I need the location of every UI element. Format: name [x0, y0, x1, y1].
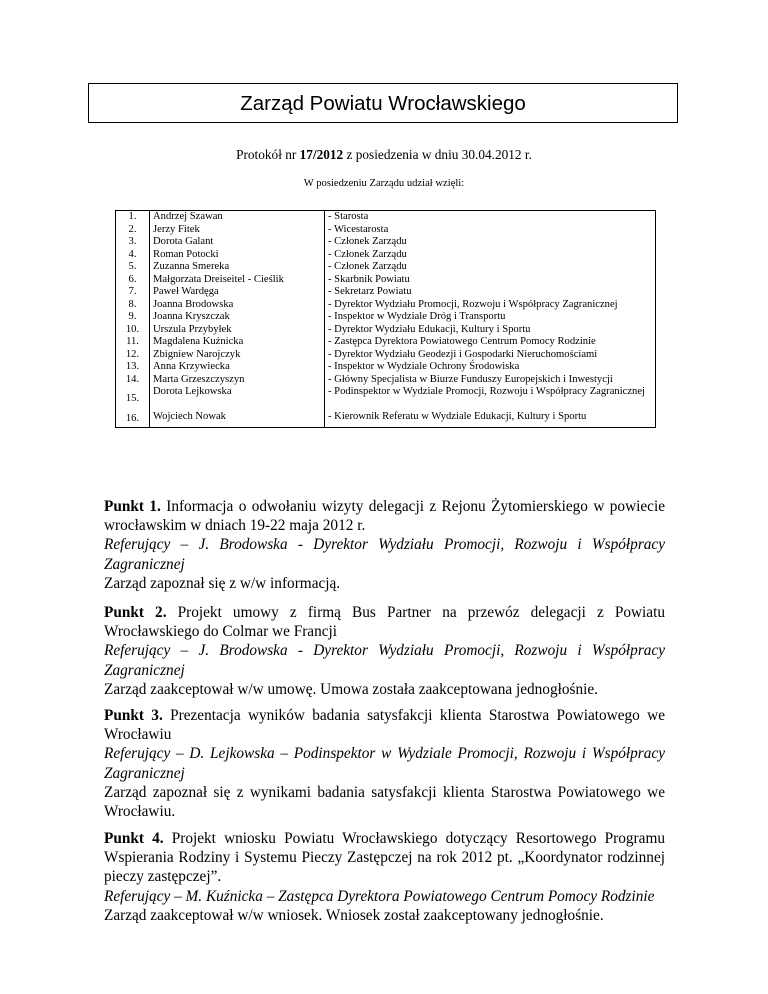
- title-box: [88, 83, 678, 123]
- names-column: [150, 211, 325, 428]
- point-text: Projekt wniosku Powiatu Wrocławskiego dotyczący Resortowego Programu Wspierania Rodziny i Systemu Pieczy Zastępczej na rok 2012 pt. „Koordynator rodzinnej pieczy zastępczej”.: [104, 830, 665, 886]
- member-role: - Skarbnik Powiatu: [328, 273, 410, 285]
- member-number: 9.: [128, 311, 137, 322]
- point-label: Punkt 3.: [104, 707, 163, 724]
- member-name: Dorota Lejkowska: [153, 386, 232, 397]
- member-number: 3.: [128, 236, 137, 247]
- member-number: 7.: [128, 286, 137, 297]
- member-role: - Członek Zarządu: [328, 248, 407, 260]
- roles-column: [325, 211, 656, 428]
- point-referent: Referujący – M. Kuźnicka – Zastępca Dyrektora Powiatowego Centrum Pomocy Rodzinie: [104, 887, 655, 905]
- member-role: - Wicestarosta: [328, 223, 389, 235]
- point-decision: Zarząd zaakceptował w/w wniosek. Wniosek został zaakceptowany jednogłośnie.: [104, 906, 604, 924]
- members-table: [115, 210, 656, 428]
- agenda-point-4: [104, 829, 665, 925]
- member-role: - Dyrektor Wydziału Geodezji i Gospodarki Nieruchomościami: [328, 348, 598, 360]
- agenda-point-3: [104, 706, 665, 821]
- attendance-intro: W posiedzeniu Zarządu udział wzięli:: [303, 178, 465, 189]
- member-role: - Zastępca Dyrektora Powiatowego Centrum Pomocy Rodzinie: [328, 336, 596, 347]
- protocol-number: 17/2012: [299, 147, 344, 162]
- member-role: - Dyrektor Wydziału Edukacji, Kultury i Sportu: [328, 323, 531, 335]
- point-text: Prezentacja wyników badania satysfakcji klienta Starostwa Powiatowego we Wrocławiu: [104, 707, 665, 744]
- member-role: - Inspektor w Wydziale Ochrony Środowiska: [328, 361, 520, 372]
- member-number: 6.: [128, 273, 137, 285]
- point-label: Punkt 2.: [104, 604, 167, 621]
- member-number: 5.: [128, 261, 137, 272]
- member-name: Joanna Brodowska: [153, 298, 234, 310]
- member-name: Roman Potocki: [153, 248, 219, 260]
- member-name: Marta Grzeszczyszyn: [153, 373, 245, 385]
- point-decision: Zarząd zapoznał się z w/w informacją.: [104, 574, 341, 592]
- member-role: - Główny Specjalista w Biurze Funduszy Europejskich i Inwestycji: [328, 373, 613, 385]
- member-number: 16.: [125, 413, 140, 424]
- member-number: 2.: [128, 223, 137, 235]
- point-label: Punkt 4.: [104, 830, 164, 847]
- member-name: Zbigniew Narojczyk: [153, 348, 241, 360]
- member-name: Małgorzata Dreiseitel - Cieślik: [153, 273, 284, 285]
- point-text: Informacja o odwołaniu wizyty delegacji z Rejonu Żytomierskiego w powiecie wrocławskim w dniach 19-22 maja 2012 r.: [104, 498, 665, 535]
- member-number: 1.: [128, 211, 137, 222]
- member-name: Paweł Wardęga: [153, 286, 219, 297]
- member-name: Anna Krzywiecka: [153, 361, 230, 372]
- point-referent: Referujący – J. Brodowska - Dyrektor Wydziału Promocji, Rozwoju i Współpracy Zagranicznej: [104, 536, 665, 573]
- member-role: - Sekretarz Powiatu: [328, 286, 412, 297]
- member-role: - Członek Zarządu: [328, 236, 407, 247]
- member-role: - Podinspektor w Wydziale Promocji, Rozwoju i Współpracy Zagranicznej: [328, 386, 645, 397]
- member-role: - Dyrektor Wydziału Promocji, Rozwoju i Współpracy Zagranicznej: [328, 298, 618, 310]
- member-number: 13.: [125, 361, 140, 372]
- point-referent: Referujący – J. Brodowska - Dyrektor Wydziału Promocji, Rozwoju i Współpracy Zagranicznej: [104, 642, 665, 679]
- members-row: [116, 211, 656, 428]
- member-name: Dorota Galant: [153, 236, 214, 247]
- member-name: Andrzej Szawan: [153, 211, 223, 222]
- member-number: 11.: [126, 336, 139, 347]
- member-role: - Starosta: [328, 211, 369, 222]
- point-text: Projekt umowy z firmą Bus Partner na przewóz delegacji z Powiatu Wrocławskiego do Colmar we Francji: [104, 604, 665, 641]
- member-number: 8.: [128, 298, 137, 310]
- point-subject: [104, 829, 665, 887]
- member-number: 4.: [128, 248, 137, 260]
- member-name: Jerzy Fitek: [153, 223, 200, 235]
- point-decision: Zarząd zapoznał się z wynikami badania satysfakcji klienta Starostwa Powiatowego we Wrocławiu.: [104, 783, 665, 821]
- member-number: 14.: [125, 373, 140, 385]
- point-subject: [104, 706, 665, 744]
- numbers-column: [116, 211, 150, 428]
- protocol-suffix: z posiedzenia w dniu 30.04.2012 r.: [343, 147, 532, 162]
- point-subject: [104, 497, 665, 535]
- page-title: Zarząd Powiatu Wrocławskiego: [240, 92, 526, 115]
- member-role: - Członek Zarządu: [328, 261, 407, 272]
- point-label: Punkt 1.: [104, 498, 161, 515]
- member-number: 15.: [125, 393, 140, 404]
- member-role: - Kierownik Referatu w Wydziale Edukacji, Kultury i Sportu: [328, 411, 587, 422]
- member-name: Urszula Przybyłek: [153, 323, 232, 335]
- protocol-prefix: Protokół nr: [236, 147, 300, 162]
- member-name: Zuzanna Smereka: [153, 261, 230, 272]
- member-role: - Inspektor w Wydziale Dróg i Transportu: [328, 311, 506, 322]
- point-subject: [104, 603, 665, 641]
- point-referent: Referujący – D. Lejkowska – Podinspektor w Wydziale Promocji, Rozwoju i Współpracy Zagranicznej: [104, 745, 665, 782]
- member-name: Joanna Kryszczak: [153, 311, 230, 322]
- point-decision: Zarząd zaakceptował w/w umowę. Umowa została zaakceptowana jednogłośnie.: [104, 680, 598, 698]
- protocol-line: [0, 147, 768, 163]
- agenda-point-2: [104, 603, 665, 699]
- member-name: Magdalena Kuźnicka: [153, 336, 244, 347]
- member-number: 10.: [125, 323, 140, 335]
- member-name: Wojciech Nowak: [153, 411, 226, 422]
- agenda-point-1: [104, 497, 665, 593]
- member-number: 12.: [125, 348, 140, 360]
